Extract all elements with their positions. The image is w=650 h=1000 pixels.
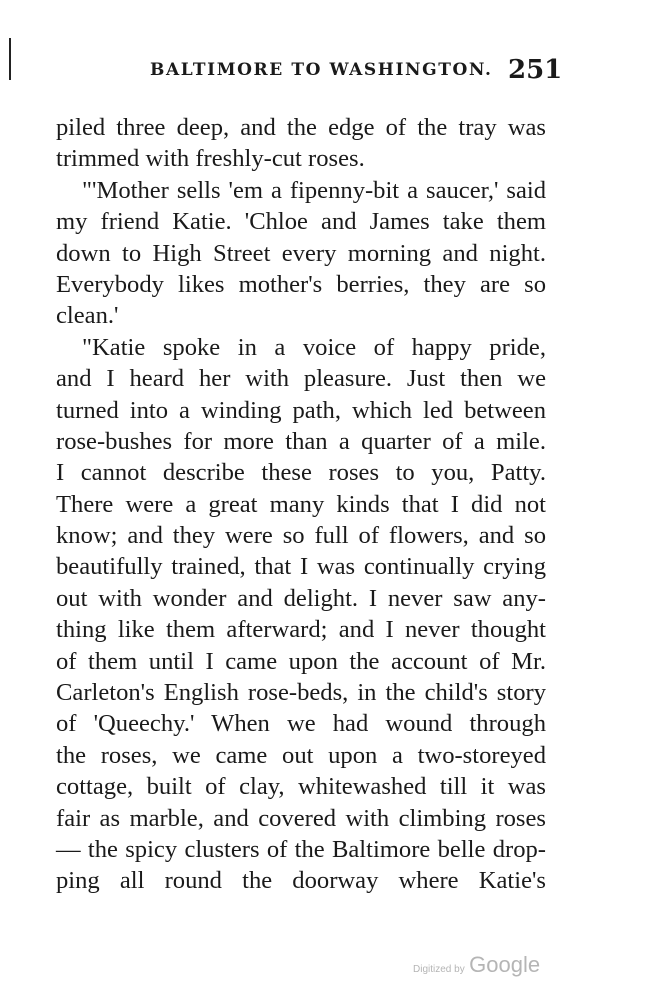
text-line: thing like them afterward; and I never thought (56, 616, 546, 644)
text-line: cottage, built of clay, whitewashed till it was (56, 773, 546, 801)
text-line: Carleton's English rose-beds, in the child's story (56, 679, 546, 707)
text-line: the roses, we came out upon a two-storeyed (56, 741, 546, 769)
page-edge-mark (9, 38, 11, 80)
text-line: ping all round the doorway where Katie's (56, 867, 546, 895)
text-line: — the spicy clusters of the Baltimore belle drop- (56, 835, 546, 863)
text-line: down to High Street every morning and night. (56, 239, 546, 267)
text-line: "'Mother sells 'em a fipenny-bit a saucer,' said (82, 176, 546, 204)
text-line: clean.' (56, 302, 119, 330)
digitized-watermark (413, 952, 540, 978)
running-title: BALTIMORE TO WASHINGTON. (150, 60, 493, 80)
text-line: There were a great many kinds that I did not (56, 490, 546, 518)
text-line: and I heard her with pleasure. Just then we (56, 365, 546, 393)
text-line: fair as marble, and covered with climbing roses (56, 804, 546, 832)
watermark-prefix: Digitized by (413, 964, 465, 975)
text-line: out with wonder and delight. I never saw any- (56, 584, 546, 612)
body-text (56, 112, 546, 897)
text-line: rose-bushes for more than a quarter of a mile. (56, 427, 546, 455)
text-line: of 'Queechy.' When we had wound through (56, 710, 546, 738)
text-line: Everybody likes mother's berries, they are so (56, 270, 546, 298)
text-line: piled three deep, and the edge of the tray was (56, 114, 546, 141)
page-number: 251 (508, 55, 563, 85)
text-line: know; and they were so full of flowers, and so (56, 522, 546, 550)
watermark-brand: Google (469, 952, 541, 977)
text-line: trimmed with freshly-cut roses. (56, 145, 365, 173)
text-line: my friend Katie. 'Chloe and James take them (56, 208, 546, 236)
text-line: I cannot describe these roses to you, Patty. (56, 459, 546, 487)
text-line: beautifully trained, that I was continually crying (56, 553, 546, 581)
text-line: turned into a winding path, which led between (56, 396, 546, 424)
text-line: "Katie spoke in a voice of happy pride, (82, 333, 546, 361)
text-line: of them until I came upon the account of Mr. (56, 647, 546, 675)
